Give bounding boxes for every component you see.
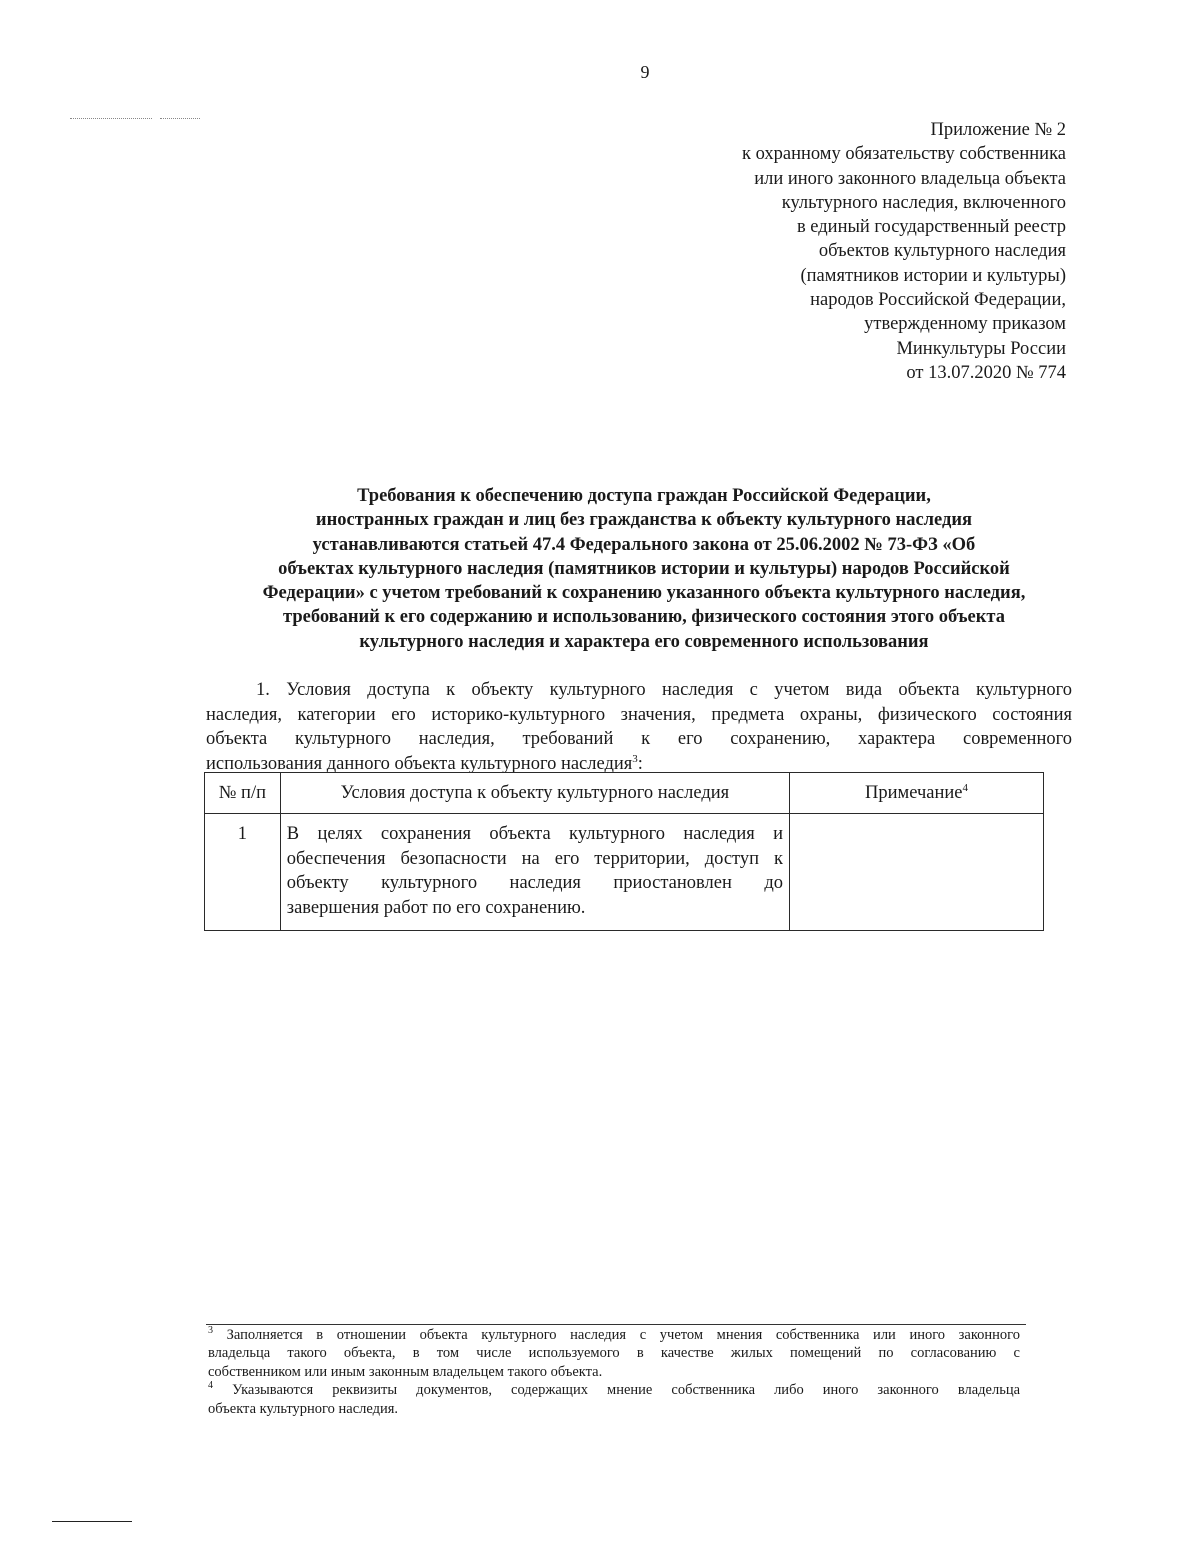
scan-artifact — [160, 118, 200, 119]
appendix-line: к охранному обязательству собственника — [741, 144, 1066, 165]
footnote-4-line — [208, 1381, 1020, 1399]
row-number: 1 — [205, 814, 281, 931]
appendix-line: народов Российской Федерации, — [810, 290, 1066, 311]
intro-paragraph — [206, 678, 1072, 776]
footnote-3-line: собственником или иным законным владельцем такого объекта. — [208, 1363, 603, 1380]
intro-line: 1. Условия доступа к объекту культурного наследия с учетом вида объекта культурного — [256, 680, 1072, 700]
appendix-line: культурного наследия, включенного — [781, 192, 1066, 213]
header-number: № п/п — [205, 773, 281, 814]
intro-trailing-colon: : — [637, 753, 643, 774]
appendix-header — [742, 118, 1066, 385]
condition-line: В целях сохранения объекта культурного наследия и — [286, 824, 784, 844]
footnote-number: 3 — [208, 1325, 213, 1337]
scan-artifact — [70, 118, 152, 119]
footnote-3-line: владельца такого объекта, в том числе используемого в качестве жилых помещений по согласованию с — [208, 1345, 1020, 1362]
page-number: 9 — [640, 62, 650, 82]
access-conditions-table — [204, 772, 1044, 931]
footnote-ref-4[interactable]: 4 — [962, 781, 968, 794]
footnote-number: 4 — [208, 1380, 213, 1392]
scan-edge-mark — [52, 1521, 132, 1522]
footnote-text: Заполняется в отношении объекта культурного наследия с учетом мнения собственника или иного законного — [226, 1327, 1020, 1343]
title-line: устанавливаются статьей 47.4 Федерального закона от 25.06.2002 № 73-ФЗ «Об — [312, 534, 976, 555]
title-line: Федерации» с учетом требований к сохранению указанного объекта культурного наследия, — [262, 583, 1026, 604]
footnote-3-line — [208, 1326, 1020, 1344]
appendix-line: в единый государственный реестр — [796, 217, 1066, 238]
appendix-line: Приложение № 2 — [930, 120, 1066, 140]
appendix-line: от 13.07.2020 № 774 — [906, 362, 1066, 383]
footnote-separator — [206, 1324, 1026, 1325]
appendix-line: (памятников истории и культуры) — [800, 265, 1066, 286]
appendix-line: утвержденному приказом — [864, 314, 1066, 335]
table-row — [205, 814, 1044, 931]
intro-line: наследия, категории его историко-культурного значения, предмета охраны, физического состояния — [206, 704, 1072, 725]
title-line: иностранных граждан и лиц без гражданства к объекту культурного наследия — [315, 510, 973, 531]
table-header-row — [205, 773, 1044, 814]
appendix-line: или иного законного владельца объекта — [754, 168, 1066, 189]
intro-line: использования данного объекта культурного наследия — [206, 753, 633, 774]
header-note — [790, 773, 1044, 814]
row-note — [790, 814, 1044, 931]
row-condition — [280, 814, 789, 931]
footnote-ref-3[interactable]: 3 — [632, 752, 638, 765]
intro-line: объекта культурного наследия, требований к его сохранению, характера современного — [206, 729, 1072, 749]
condition-line: обеспечения безопасности на его территории, доступ к — [286, 848, 784, 869]
footnote-4-line: объекта культурного наследия. — [208, 1400, 399, 1417]
condition-line: объекту культурного наследия приостановлен до — [286, 873, 784, 893]
appendix-line: Минкультуры России — [896, 338, 1066, 359]
footnote-text: Указываются реквизиты документов, содержащих мнение собственника либо иного законного владельца — [232, 1382, 1021, 1399]
title-line: объектах культурного наследия (памятников истории и культуры) народов Российской — [278, 558, 1010, 579]
appendix-line: объектов культурного наследия — [818, 241, 1066, 262]
footnotes — [208, 1326, 1020, 1418]
document-title — [200, 484, 1088, 654]
title-line: Требования к обеспечению доступа граждан Российской Федерации, — [357, 486, 931, 506]
header-note-label: Примечание — [865, 782, 963, 803]
title-line: требований к его содержанию и использованию, физического состояния этого объекта — [283, 607, 1005, 628]
condition-line: завершения работ по его сохранению. — [286, 897, 586, 918]
title-line: культурного наследия и характера его современного использования — [359, 631, 929, 652]
header-conditions: Условия доступа к объекту культурного наследия — [280, 773, 789, 814]
